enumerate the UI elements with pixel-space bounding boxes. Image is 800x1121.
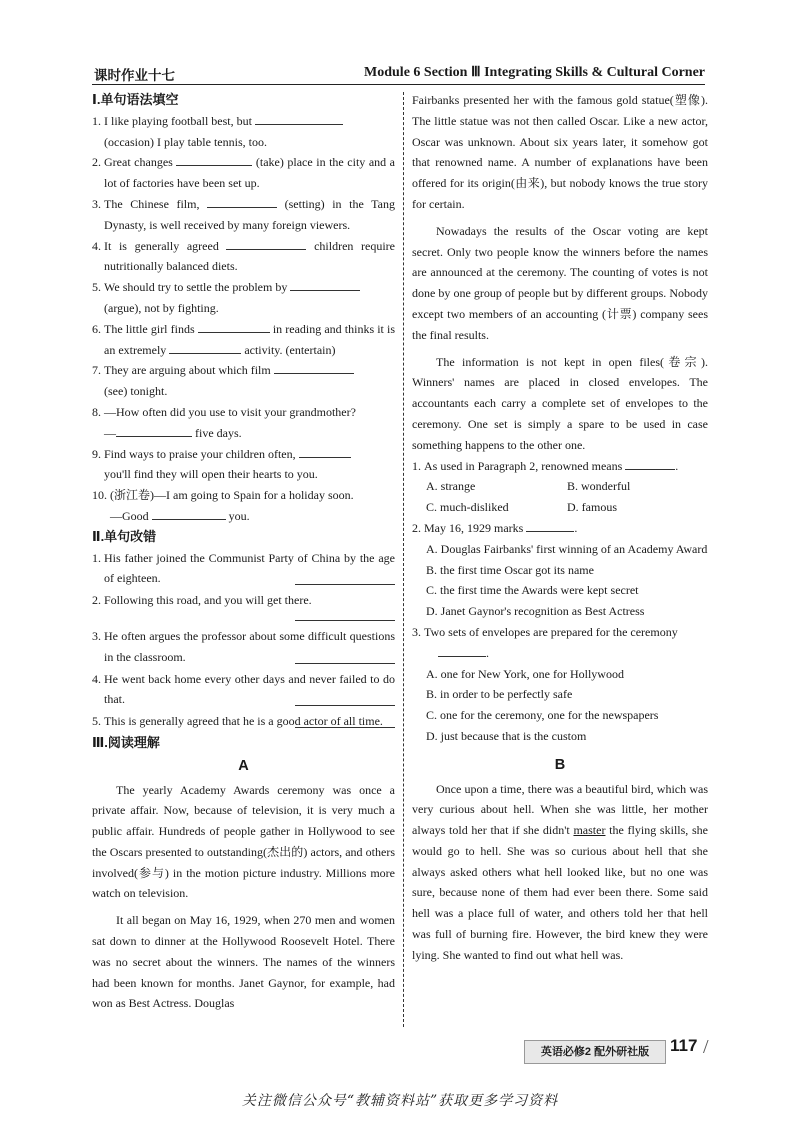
answer-blank[interactable] (274, 362, 354, 374)
correction-item-4: 4. He went back home every other days and never failed to do that. (92, 671, 395, 707)
option-b[interactable]: B. wonderful (567, 479, 631, 494)
grammar-item-2: 2. Great changes (take) place in the city and a lot of factories have been set up. (92, 155, 395, 191)
passage-a-paragraph-2-continued: Fairbanks presented her with the famous gold statue(塑像). The little statue was not then called Oscar. Like a new actor, Oscar was unknown. About six years later, it somehow got that renowned name. A number of explanations have been offered for its origin(由来), but nobody knows the true story for certain. (412, 93, 708, 211)
wechat-note: 关注微信公众号“教辅资料站”获取更多学习资料 (241, 1093, 559, 1109)
answer-blank[interactable] (176, 154, 252, 166)
option-b[interactable]: B. the first time Oscar got its name (426, 562, 594, 577)
option-a[interactable]: A. strange (426, 479, 476, 494)
question-3: 3. Two sets of envelopes are prepared for the ceremony . (412, 624, 678, 660)
page-header (92, 60, 705, 85)
answer-blank[interactable] (255, 113, 343, 125)
question-1: 1. As used in Paragraph 2, renowned means . (412, 458, 679, 473)
module-title: Module 6 Section Ⅲ Integrating Skills & Cultural Corner (364, 65, 705, 80)
answer-blank[interactable] (116, 425, 192, 437)
option-c[interactable]: C. the first time the Awards were kept secret (426, 583, 639, 598)
grammar-item-3: 3. The Chinese film, (setting) in the Tang Dynasty, is well received by many foreign viewers. (92, 196, 395, 232)
correction-item-3: 3. He often argues the professor about some difficult questions in the classroom. (92, 628, 395, 664)
grammar-item-6: 6. The little girl finds in reading and thinks it is an extremely activity. (entertain) (92, 321, 395, 357)
grammar-item-8: 8. —How often did you use to visit your grandmother? — five days. (92, 404, 356, 440)
passage-a-paragraph-4: The information is not kept in open files(卷宗). Winners' names are placed in closed envelopes. The accountants each carry a complete set of envelopes to the ceremony. One set is simply a spare to be used in case something happens to the other one. (412, 354, 708, 452)
question-1-options (412, 476, 708, 518)
correction-item-1: 1. His father joined the Communist Party of China by the age of eighteen. (92, 550, 395, 586)
assignment-title: 课时作业十七 (94, 68, 175, 83)
answer-blank[interactable] (207, 196, 277, 208)
option-a[interactable]: A. one for New York, one for Hollywood (426, 666, 624, 681)
option-d[interactable]: D. Janet Gaynor's recognition as Best Actress (426, 604, 645, 619)
grammar-item-4: 4. It is generally agreed children require nutritionally balanced diets. (92, 238, 395, 274)
passage-a-paragraph-2: It all began on May 16, 1929, when 270 men and women sat down to dinner at the Hollywood Roosevelt Hotel. There was no secret about the winners. The names of the winners had been known for months. Janet Gaynor, for example, had won as Best Actress. Douglas (92, 913, 395, 1011)
answer-blank[interactable] (625, 458, 675, 470)
option-c[interactable]: C. one for the ceremony, one for the newspapers (426, 708, 659, 723)
grammar-item-7: 7. They are arguing about which film (see) tonight. (92, 360, 395, 402)
option-b[interactable]: B. in order to be perfectly safe (426, 687, 573, 702)
answer-blank[interactable] (152, 508, 226, 520)
grammar-item-1: 1. I like playing football best, but (occasion) I play table tennis, too. (92, 111, 395, 153)
answer-blank[interactable] (438, 645, 486, 657)
book-tag: 英语必修2 配外研社版 (524, 1040, 666, 1064)
page-number: 117 (670, 1036, 698, 1055)
option-a[interactable]: A. Douglas Fairbanks' first winning of an Academy Award (426, 541, 708, 556)
section-title-reading: Ⅲ.阅读理解 (92, 734, 160, 750)
question-2: 2. May 16, 1929 marks . (412, 520, 578, 535)
passage-a-paragraph-1: The yearly Academy Awards ceremony was once a private affair. Now, because of television, it is very much a public affair. Hundreds of people gather in Hollywood to see the Oscars presented to outstanding(杰出的) actors, and others involved(参与) in the motion picture industry. Millions more watch on television. (92, 782, 395, 901)
option-c[interactable]: C. much-disliked (426, 500, 509, 515)
section-title-correction: Ⅱ.单句改错 (92, 528, 157, 544)
answer-blank[interactable] (290, 279, 360, 291)
passage-a-paragraph-3: Nowadays the results of the Oscar voting are kept secret. Only two people know the winners before the names are announced at the ceremony. The counting of votes is not done by one group of people but by different groups. Nobody except two members of an accounting (计票) company sees the final results. (412, 223, 708, 342)
section-title-grammar: Ⅰ.单句语法填空 (92, 92, 179, 107)
passage-b-paragraph-1: Once upon a time, there was a beautiful bird, which was very curious about hell. When she was little, her mother always told her that if she didn't master the flying skills, she would go to hell. She was so curious about hell that she always asked others what hell looked like, but no one was sure, because none of them had ever been there. Some said hell was a place full of water, and others told her that hell was full of burning fire. However, the bird knew they were lying. She wanted to find out what hell was. (412, 781, 708, 962)
right-column (412, 90, 708, 966)
answer-blank[interactable] (198, 321, 270, 333)
answer-blank[interactable] (526, 520, 574, 532)
answer-blank[interactable] (226, 238, 306, 250)
page-slash-mark: / (703, 1036, 709, 1058)
grammar-item-9: 9. Find ways to praise your children often, you'll find they will open their hearts to you. (92, 444, 395, 486)
column-divider (403, 92, 404, 1027)
grammar-item-10: 10. (浙江卷)—I am going to Spain for a holiday soon. —Good you. (92, 488, 354, 523)
correction-item-5: 5. This is generally agreed that he is a good actor of all time. (92, 714, 383, 729)
correction-answer-line[interactable] (295, 619, 395, 621)
option-d[interactable]: D. just because that is the custom (426, 728, 587, 743)
correction-item-2: 2. Following this road, and you will get there. (92, 593, 312, 608)
passage-b-label: B (554, 756, 566, 773)
option-d[interactable]: D. famous (567, 500, 617, 515)
underlined-word: master (573, 823, 606, 838)
left-column (92, 90, 395, 1014)
passage-a-label: A (238, 757, 249, 774)
answer-blank[interactable] (169, 342, 241, 354)
answer-blank[interactable] (299, 446, 351, 458)
grammar-item-5: 5. We should try to settle the problem by (argue), not by fighting. (92, 277, 395, 319)
